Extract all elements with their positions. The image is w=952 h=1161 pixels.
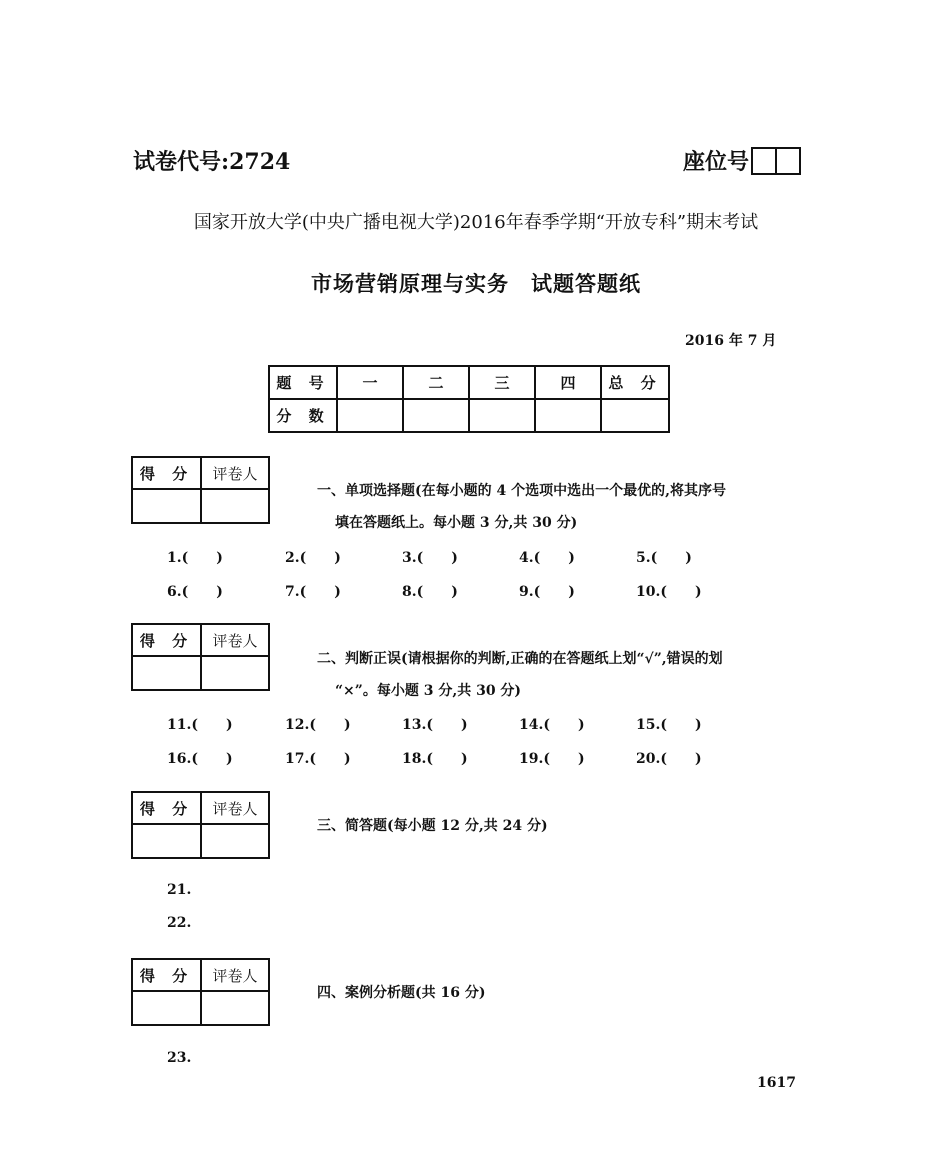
score-table-header-row	[269, 366, 669, 399]
answer-blank[interactable]: 4.( )	[519, 550, 575, 566]
answer-blank[interactable]: 2.( )	[285, 550, 341, 566]
grader-box	[131, 958, 270, 1026]
section-2-line2: “×”。每小题 3 分,共 30 分)	[335, 683, 522, 699]
answer-blank[interactable]: 20.( )	[636, 751, 702, 767]
answer-blank[interactable]: 14.( )	[519, 717, 585, 733]
question-number: 21.	[167, 882, 192, 898]
score-table-cell: 题 号	[269, 366, 337, 399]
score-table-cell: 三	[469, 366, 535, 399]
score-input-cell[interactable]	[403, 399, 469, 432]
answer-blank[interactable]: 15.( )	[636, 717, 702, 733]
answer-blank[interactable]: 7.( )	[285, 584, 341, 600]
grader-score-cell[interactable]	[132, 489, 201, 523]
grader-name-label: 评卷人	[201, 624, 269, 656]
answer-blank[interactable]: 13.( )	[402, 717, 468, 733]
score-input-cell[interactable]	[469, 399, 535, 432]
section-2-line1: 二、判断正误(请根据你的判断,正确的在答题纸上划“√”,错误的划	[317, 651, 723, 667]
grader-name-label: 评卷人	[201, 457, 269, 489]
answer-blank[interactable]: 3.( )	[402, 550, 458, 566]
page-number: 1617	[757, 1075, 796, 1091]
answer-blank[interactable]: 5.( )	[636, 550, 692, 566]
grader-box	[131, 456, 270, 524]
section-1-heading	[317, 475, 817, 539]
score-input-cell[interactable]	[535, 399, 601, 432]
seat-number	[683, 145, 801, 176]
section-4-heading: 四、案例分析题(共 16 分)	[317, 985, 486, 1001]
grader-score-label: 得 分	[132, 959, 201, 991]
answer-blank[interactable]: 9.( )	[519, 584, 575, 600]
grader-name-label: 评卷人	[201, 792, 269, 824]
grader-score-label: 得 分	[132, 792, 201, 824]
score-table-score-row	[269, 399, 669, 432]
score-table-cell: 总 分	[601, 366, 669, 399]
score-table-cell: 一	[337, 366, 403, 399]
score-summary-table	[268, 365, 670, 433]
answer-blank[interactable]: 6.( )	[167, 584, 223, 600]
grader-name-cell[interactable]	[201, 824, 269, 858]
answer-blank[interactable]: 11.( )	[167, 717, 233, 733]
section-1-line1: 一、单项选择题(在每小题的 4 个选项中选出一个最优的,将其序号	[317, 483, 726, 499]
section-2-heading	[317, 643, 817, 707]
section-1-line2: 填在答题纸上。每小题 3 分,共 30 分)	[335, 515, 578, 531]
grader-score-label: 得 分	[132, 457, 201, 489]
answer-blank[interactable]: 1.( )	[167, 550, 223, 566]
grader-name-cell[interactable]	[201, 991, 269, 1025]
grader-box	[131, 791, 270, 859]
answer-blank[interactable]: 8.( )	[402, 584, 458, 600]
answer-blank[interactable]: 19.( )	[519, 751, 585, 767]
score-input-cell[interactable]	[601, 399, 669, 432]
question-number: 22.	[167, 915, 192, 931]
answer-blank[interactable]: 12.( )	[285, 717, 351, 733]
exam-date: 2016 年 7 月	[685, 333, 777, 349]
seat-label: 座位号	[683, 149, 750, 175]
seat-number-box	[751, 147, 801, 175]
grader-box	[131, 623, 270, 691]
grader-score-cell[interactable]	[132, 824, 201, 858]
question-number: 23.	[167, 1050, 192, 1066]
grader-score-label: 得 分	[132, 624, 201, 656]
answer-blank[interactable]: 17.( )	[285, 751, 351, 767]
score-table-cell: 二	[403, 366, 469, 399]
grader-name-label: 评卷人	[201, 959, 269, 991]
answer-blank[interactable]: 10.( )	[636, 584, 702, 600]
grader-name-cell[interactable]	[201, 489, 269, 523]
score-table-cell: 分 数	[269, 399, 337, 432]
exam-title: 国家开放大学(中央广播电视大学)2016年春季学期“开放专科”期末考试	[193, 212, 759, 233]
section-3-heading: 三、简答题(每小题 12 分,共 24 分)	[317, 818, 548, 834]
paper-title: 市场营销原理与实务 试题答题纸	[311, 272, 641, 296]
answer-blank[interactable]: 18.( )	[402, 751, 468, 767]
score-input-cell[interactable]	[337, 399, 403, 432]
answer-blank[interactable]: 16.( )	[167, 751, 233, 767]
score-table-cell: 四	[535, 366, 601, 399]
grader-name-cell[interactable]	[201, 656, 269, 690]
grader-score-cell[interactable]	[132, 991, 201, 1025]
grader-score-cell[interactable]	[132, 656, 201, 690]
paper-code: 试卷代号:2724	[133, 149, 291, 175]
